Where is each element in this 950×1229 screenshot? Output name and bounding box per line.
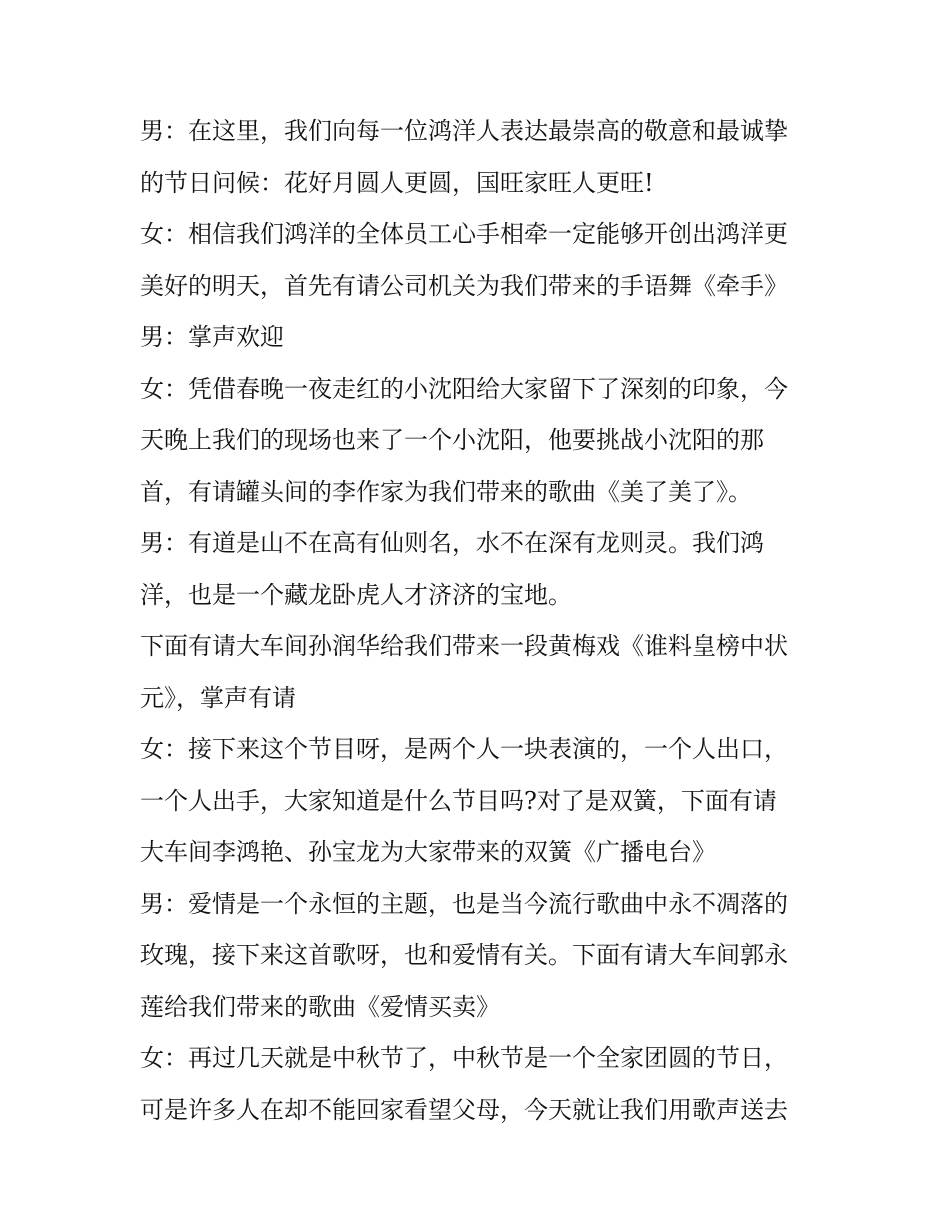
text-line: 女：接下来这个节目呀，是两个人一块表演的，一个人出口， [140, 735, 788, 763]
text-line: 元》，掌声有请 [140, 683, 296, 712]
text-line: 男：在这里，我们向每一位鸿洋人表达最崇高的敬意和最诚挚 [140, 117, 788, 145]
text-line: 洋，也是一个藏龙卧虎人才济济的宝地。 [140, 580, 572, 609]
text-line: 男：爱情是一个永恒的主题，也是当今流行歌曲中永不凋落的 [140, 889, 788, 918]
text-line: 天晚上我们的现场也来了一个小沈阳，他要挑战小沈阳的那 [140, 426, 764, 454]
text-line: 首，有请罐头间的李作家为我们带来的歌曲《美了美了》。 [140, 477, 752, 506]
text-line: 男：有道是山不在高有仙则名，水不在深有龙则灵。我们鸿 [140, 529, 764, 557]
text-line: 下面有请大车间孙润华给我们带来一段黄梅戏《谁料皇榜中状 [140, 632, 788, 660]
text-line: 玫瑰，接下来这首歌呀，也和爱情有关。下面有请大车间郭永 [140, 941, 788, 969]
text-line: 一个人出手，大家知道是什么节目吗?对了是双簧，下面有请 [140, 786, 777, 815]
text-line: 莲给我们带来的歌曲《爱情买卖》 [140, 992, 500, 1021]
text-line: 男：掌声欢迎 [140, 323, 284, 351]
text-line: 美好的明天，首先有请公司机关为我们带来的手语舞《牵手》 [140, 271, 788, 300]
text-line: 大车间李鸿艳、孙宝龙为大家带来的双簧《广播电台》 [140, 838, 716, 866]
text-line: 的节日问候：花好月圆人更圆，国旺家旺人更旺! [140, 168, 654, 197]
text-line: 女：再过几天就是中秋节了，中秋节是一个全家团圆的节日， [140, 1044, 788, 1072]
text-line: 可是许多人在却不能回家看望父母，今天就让我们用歌声送去 [140, 1095, 788, 1124]
script-text [140, 106, 820, 1136]
text-line: 女：相信我们鸿洋的全体员工心手相牵一定能够开创出鸿洋更 [140, 220, 788, 248]
text-line: 女：凭借春晚一夜走红的小沈阳给大家留下了深刻的印象，今 [140, 374, 788, 403]
